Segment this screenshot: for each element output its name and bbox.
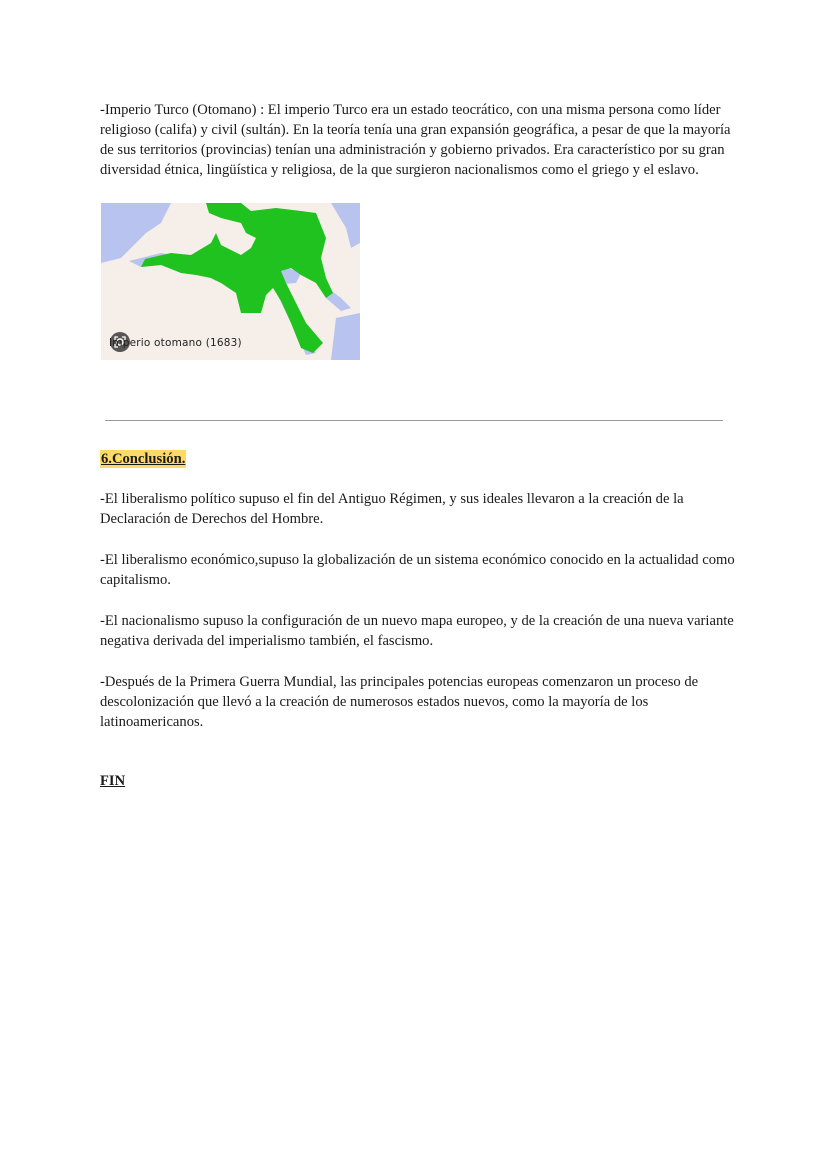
conclusion-paragraph-political-liberalism: -El liberalismo político supuso el fin del Antiguo Régimen, y sus ideales llevaron a la creación de la Declaración de Derechos del Hombre.	[100, 491, 684, 527]
section-heading-conclusion: 6.Conclusión.	[101, 451, 186, 467]
end-label: FIN	[100, 773, 126, 789]
conclusion-paragraph-decolonization: -Después de la Primera Guerra Mundial, las principales potencias europeas comenzaron un proceso de descolonización que llevó a la creación de numerosos estados nuevos, como la mayoría de los latinoamericanos.	[100, 674, 699, 730]
intro-paragraph-ottoman-empire: -Imperio Turco (Otomano) : El imperio Turco era un estado teocrático, con una misma persona como líder religioso (califa) y civil (sultán). En la teoría tenía una gran expansión geográfica, a pesar de que la mayoría de sus territorios (provincias) tenían una administración y gobierno privados. Era característico por su gran diversidad étnica, lingüística y religiosa, de la que surgieron nacionalismos como el griego y el eslavo.	[100, 102, 731, 178]
conclusion-paragraph-economic-liberalism: -El liberalismo económico,supuso la globalización de un sistema económico conocido en la actualidad como capitalismo.	[100, 552, 735, 588]
horizontal-divider	[105, 420, 723, 421]
map-caption: Imperio otomano (1683)	[109, 337, 242, 349]
conclusion-paragraph-nationalism: -El nacionalismo supuso la configuración de un nuevo mapa europeo, y de la creación de una nueva variante negativa derivada del imperialismo también, el fascismo.	[100, 613, 734, 649]
ottoman-empire-map-image	[101, 203, 360, 360]
